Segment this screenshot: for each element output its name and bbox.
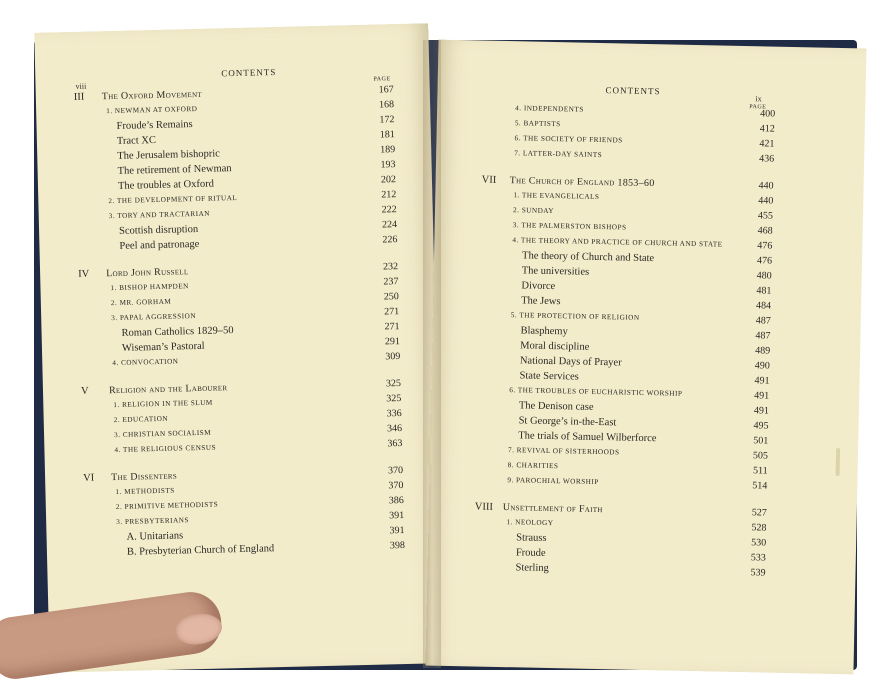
toc-page-number: 505 <box>752 450 769 462</box>
left-page <box>34 23 444 672</box>
toc-chapter-number: VII <box>481 174 497 186</box>
toc-page-number: 212 <box>381 189 397 201</box>
toc-page-number: 476 <box>757 240 773 252</box>
toc-page-number: 336 <box>386 408 402 420</box>
toc-page-number: 226 <box>382 234 398 246</box>
toc-page-number: 511 <box>752 465 768 477</box>
toc-page-number: 168 <box>378 99 395 111</box>
toc-title: Strauss <box>516 532 547 544</box>
toc-title: Froude <box>515 547 546 559</box>
toc-title: Wiseman’s Pastoral <box>121 340 205 354</box>
toc-title: Religion and the Labourer <box>108 382 228 397</box>
toc-page-number: 202 <box>380 174 397 186</box>
toc-title: State Services <box>519 370 579 383</box>
toc-title: 7. REVIVAL OF SISTERHOODS <box>507 446 620 457</box>
left-folio: viii <box>75 81 87 91</box>
toc-page-number: 391 <box>389 510 405 522</box>
toc-page-number: 533 <box>750 552 766 564</box>
toc-page-number: 436 <box>759 153 775 165</box>
toc-title: 1. BISHOP HAMPDEN <box>110 282 189 293</box>
toc-title: 4. INDEPENDENTS <box>515 104 584 114</box>
toc-title: 5. THE PROTECTION OF RELIGION <box>510 311 640 322</box>
toc-page-number: 487 <box>755 315 771 327</box>
toc-title: The Denison case <box>518 400 594 413</box>
toc-page-number: 224 <box>381 219 398 231</box>
toc-page-number: 271 <box>384 321 400 333</box>
toc-title: Lord John Russell <box>106 266 189 280</box>
toc-title: The Church of England 1853–60 <box>509 175 655 190</box>
toc-chapter-number: VIII <box>474 501 494 513</box>
toc-page-number: 250 <box>383 291 399 303</box>
toc-title: 3. THE PALMERSTON BISHOPS <box>512 221 627 232</box>
toc-title: St George’s in-the-East <box>518 415 617 429</box>
toc-page-number: 528 <box>751 522 767 534</box>
toc-page-number: 440 <box>758 195 774 207</box>
toc-page-number: 495 <box>753 420 769 432</box>
left-toc <box>74 82 405 561</box>
toc-title: Froude’s Remains <box>116 119 193 132</box>
toc-page-number: 491 <box>753 405 770 417</box>
toc-title: Blasphemy <box>520 325 568 338</box>
toc-title: 3. TORY AND TRACTARIAN <box>108 209 211 221</box>
toc-title: 2. EDUCATION <box>113 414 169 425</box>
left-page-label: PAGE <box>373 76 391 83</box>
toc-page-number: 484 <box>755 300 772 312</box>
toc-page-number: 481 <box>756 285 772 297</box>
toc-title: National Days of Prayer <box>519 355 622 369</box>
toc-page-number: 363 <box>387 438 403 450</box>
toc-title: Sterling <box>515 562 549 575</box>
toc-page-number: 222 <box>381 204 397 216</box>
toc-chapter-number: V <box>80 385 89 397</box>
toc-page-number: 501 <box>753 435 769 447</box>
toc-title: The Oxford Movement <box>101 88 203 103</box>
right-header: CONTENTS <box>605 85 661 97</box>
toc-title: 1. NEWMAN AT OXFORD <box>106 104 198 116</box>
toc-title: 5. BAPTISTS <box>514 119 561 129</box>
right-page-label: PAGE <box>749 104 767 111</box>
toc-page-number: 455 <box>757 210 774 222</box>
toc-page-number: 491 <box>754 375 770 387</box>
toc-page-number: 530 <box>751 537 767 549</box>
toc-page-number: 172 <box>379 114 395 126</box>
toc-title: 9. PAROCHIAL WORSHIP <box>507 476 599 487</box>
toc-page-number: 539 <box>750 567 766 579</box>
toc-title: 6. THE TROUBLES OF EUCHARISTIC WORSHIP <box>509 386 683 398</box>
toc-title: A. Unitarians <box>126 530 184 543</box>
toc-title: 3. PRESBYTERIANS <box>116 516 189 527</box>
toc-title: Roman Catholics 1829–50 <box>121 325 234 339</box>
toc-page-number: 527 <box>751 507 767 519</box>
toc-title: 2. SUNDAY <box>512 206 555 216</box>
toc-title: 8. CHARITIES <box>507 461 559 471</box>
toc-title: 2. MR. GORHAM <box>110 297 172 308</box>
toc-title: Tract XC <box>116 134 157 147</box>
toc-page-number: 400 <box>760 108 776 120</box>
toc-title: The Jerusalem bishopric <box>117 148 221 162</box>
toc-page-number: 489 <box>755 345 771 357</box>
toc-page-number: 370 <box>387 465 404 477</box>
toc-title: 2. PRIMITIVE METHODISTS <box>115 500 219 512</box>
toc-page-number: 271 <box>384 306 400 318</box>
toc-title: Peel and patronage <box>119 238 200 252</box>
toc-title: 1. RELIGION IN THE SLUM <box>113 398 213 410</box>
toc-title: The universities <box>521 265 590 278</box>
toc-page-number: 476 <box>756 255 773 267</box>
toc-page-number: 346 <box>386 423 403 435</box>
toc-page-number: 181 <box>379 129 395 141</box>
toc-page-number: 421 <box>759 138 775 150</box>
toc-page-number: 386 <box>388 495 404 507</box>
toc-page-number: 237 <box>383 276 399 288</box>
toc-chapter-number: VI <box>83 472 95 484</box>
toc-chapter-number: IV <box>78 268 90 280</box>
toc-title: The Jews <box>521 295 561 308</box>
toc-title: 1. THE EVANGELICALS <box>513 191 600 201</box>
toc-title: The Dissenters <box>110 470 178 484</box>
toc-chapter-number: III <box>73 91 85 103</box>
toc-page-number: 490 <box>754 360 770 372</box>
right-page <box>425 40 866 675</box>
toc-page-number: 491 <box>754 390 770 402</box>
toc-page-number: 440 <box>758 180 774 192</box>
binding-thread <box>836 448 841 476</box>
toc-page-number: 325 <box>385 378 402 390</box>
toc-title: Moral discipline <box>520 340 590 353</box>
toc-page-number: 480 <box>756 270 772 282</box>
toc-title: The troubles at Oxford <box>117 178 215 192</box>
toc-page-number: 487 <box>755 330 771 342</box>
toc-title: The theory of Church and State <box>521 250 655 265</box>
toc-page-number: 370 <box>388 480 404 492</box>
toc-title: 7. LATTER-DAY SAINTS <box>514 149 603 160</box>
toc-title: 1. METHODISTS <box>115 486 175 497</box>
toc-title: 4. CONVOCATION <box>112 357 179 368</box>
toc-title: 4. THE RELIGIOUS CENSUS <box>114 443 217 455</box>
toc-title: 3. CHRISTIAN SOCIALISM <box>113 428 212 440</box>
left-header: CONTENTS <box>221 67 277 79</box>
toc-title: Divorce <box>521 280 556 293</box>
toc-page-number: 391 <box>389 525 405 537</box>
toc-title: B. Presbyterian Church of England <box>126 543 275 558</box>
toc-title: 3. PAPAL AGGRESSION <box>111 312 197 323</box>
toc-page-number: 325 <box>386 393 402 405</box>
toc-title: Scottish disruption <box>118 223 199 237</box>
toc-title: 2. THE DEVELOPMENT OF RITUAL <box>108 193 238 206</box>
toc-title: 1. NEOLOGY <box>506 518 554 528</box>
toc-page-number: 514 <box>752 480 768 492</box>
right-toc <box>473 101 775 581</box>
toc-title: The trials of Samuel Wilberforce <box>518 430 657 445</box>
right-folio: ix <box>755 94 762 104</box>
toc-page-number: 167 <box>378 84 394 96</box>
toc-page-number: 398 <box>389 540 406 552</box>
toc-page-number: 309 <box>385 351 401 363</box>
toc-title: 6. THE SOCIETY OF FRIENDS <box>514 134 623 145</box>
toc-page-number: 232 <box>382 261 399 273</box>
toc-title: The retirement of Newman <box>117 163 232 177</box>
toc-page-number: 468 <box>757 225 773 237</box>
toc-title: 4. THE THEORY AND PRACTICE OF CHURCH AND STATE <box>512 236 723 249</box>
toc-page-number: 193 <box>380 159 396 171</box>
toc-page-number: 189 <box>380 144 396 156</box>
toc-title: Unsettlement of Faith <box>502 502 603 516</box>
book-gutter <box>423 40 441 668</box>
toc-page-number: 291 <box>384 336 401 348</box>
toc-page-number: 412 <box>759 123 775 135</box>
